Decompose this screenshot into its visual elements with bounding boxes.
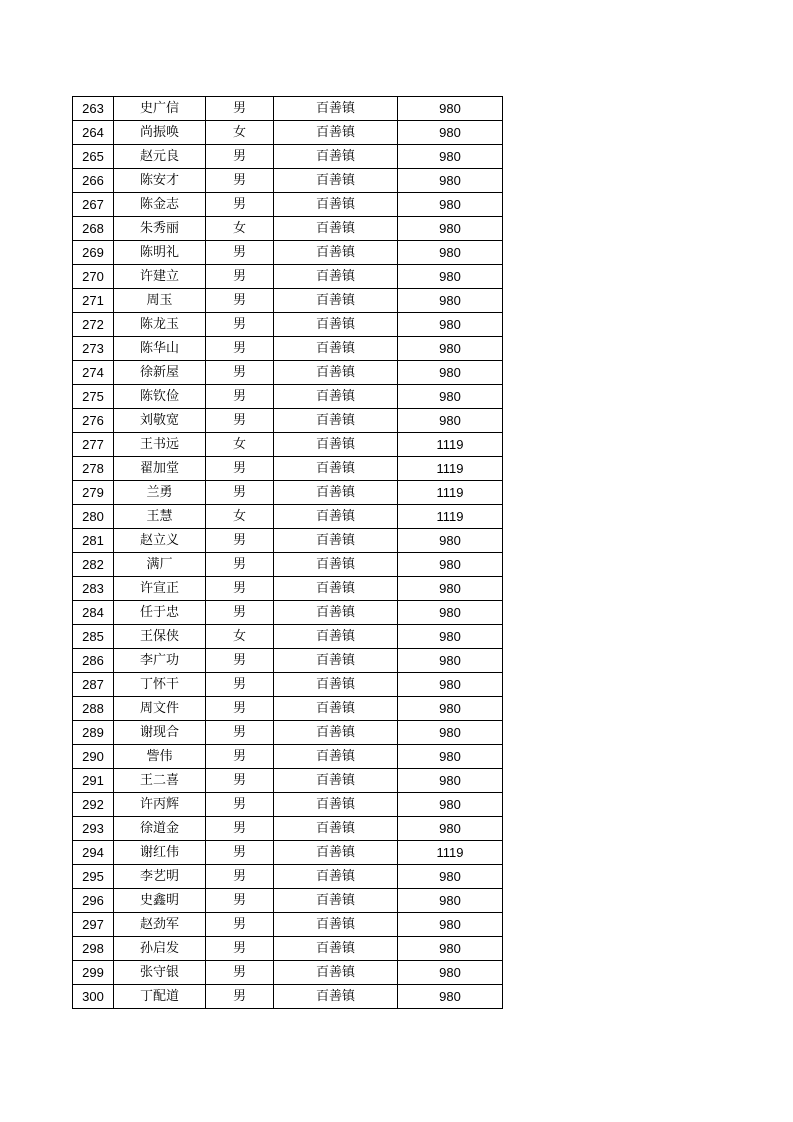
amount-cell: 980 bbox=[398, 337, 503, 361]
table-row bbox=[73, 337, 503, 361]
gender-cell: 男 bbox=[206, 745, 274, 769]
town-cell: 百善镇 bbox=[274, 169, 398, 193]
town-cell: 百善镇 bbox=[274, 289, 398, 313]
person-name: 陈华山 bbox=[114, 337, 206, 361]
row-number: 290 bbox=[73, 745, 114, 769]
amount-cell: 980 bbox=[398, 793, 503, 817]
row-number: 291 bbox=[73, 769, 114, 793]
gender-cell: 男 bbox=[206, 649, 274, 673]
gender-cell: 男 bbox=[206, 673, 274, 697]
town-cell: 百善镇 bbox=[274, 889, 398, 913]
amount-cell: 1119 bbox=[398, 841, 503, 865]
row-number: 297 bbox=[73, 913, 114, 937]
person-name: 任于忠 bbox=[114, 601, 206, 625]
gender-cell: 男 bbox=[206, 457, 274, 481]
row-number: 278 bbox=[73, 457, 114, 481]
amount-cell: 980 bbox=[398, 289, 503, 313]
town-cell: 百善镇 bbox=[274, 217, 398, 241]
table-row bbox=[73, 769, 503, 793]
row-number: 266 bbox=[73, 169, 114, 193]
table-row bbox=[73, 457, 503, 481]
row-number: 272 bbox=[73, 313, 114, 337]
row-number: 298 bbox=[73, 937, 114, 961]
table-row bbox=[73, 361, 503, 385]
gender-cell: 男 bbox=[206, 769, 274, 793]
row-number: 271 bbox=[73, 289, 114, 313]
gender-cell: 女 bbox=[206, 121, 274, 145]
gender-cell: 男 bbox=[206, 337, 274, 361]
gender-cell: 男 bbox=[206, 361, 274, 385]
table-row bbox=[73, 913, 503, 937]
person-name: 王书远 bbox=[114, 433, 206, 457]
amount-cell: 980 bbox=[398, 265, 503, 289]
person-name: 赵劲军 bbox=[114, 913, 206, 937]
gender-cell: 男 bbox=[206, 889, 274, 913]
amount-cell: 980 bbox=[398, 97, 503, 121]
row-number: 281 bbox=[73, 529, 114, 553]
town-cell: 百善镇 bbox=[274, 697, 398, 721]
table-row bbox=[73, 529, 503, 553]
town-cell: 百善镇 bbox=[274, 913, 398, 937]
row-number: 263 bbox=[73, 97, 114, 121]
row-number: 286 bbox=[73, 649, 114, 673]
town-cell: 百善镇 bbox=[274, 121, 398, 145]
row-number: 267 bbox=[73, 193, 114, 217]
amount-cell: 980 bbox=[398, 217, 503, 241]
person-name: 兰勇 bbox=[114, 481, 206, 505]
person-name: 陈金志 bbox=[114, 193, 206, 217]
table-row bbox=[73, 289, 503, 313]
amount-cell: 980 bbox=[398, 889, 503, 913]
amount-cell: 980 bbox=[398, 721, 503, 745]
town-cell: 百善镇 bbox=[274, 97, 398, 121]
amount-cell: 980 bbox=[398, 625, 503, 649]
person-name: 陈钦俭 bbox=[114, 385, 206, 409]
person-name: 丁怀干 bbox=[114, 673, 206, 697]
person-name: 王二喜 bbox=[114, 769, 206, 793]
gender-cell: 男 bbox=[206, 697, 274, 721]
amount-cell: 980 bbox=[398, 601, 503, 625]
gender-cell: 男 bbox=[206, 193, 274, 217]
person-name: 陈明礼 bbox=[114, 241, 206, 265]
table-row bbox=[73, 385, 503, 409]
town-cell: 百善镇 bbox=[274, 457, 398, 481]
person-name: 孙启发 bbox=[114, 937, 206, 961]
person-name: 李广功 bbox=[114, 649, 206, 673]
row-number: 273 bbox=[73, 337, 114, 361]
person-name: 刘敬宽 bbox=[114, 409, 206, 433]
table-row bbox=[73, 121, 503, 145]
amount-cell: 1119 bbox=[398, 481, 503, 505]
amount-cell: 980 bbox=[398, 361, 503, 385]
person-name: 徐道金 bbox=[114, 817, 206, 841]
town-cell: 百善镇 bbox=[274, 745, 398, 769]
table-row bbox=[73, 313, 503, 337]
table-row bbox=[73, 649, 503, 673]
gender-cell: 男 bbox=[206, 385, 274, 409]
amount-cell: 980 bbox=[398, 169, 503, 193]
row-number: 265 bbox=[73, 145, 114, 169]
row-number: 280 bbox=[73, 505, 114, 529]
town-cell: 百善镇 bbox=[274, 961, 398, 985]
amount-cell: 980 bbox=[398, 529, 503, 553]
person-name: 尚振唤 bbox=[114, 121, 206, 145]
amount-cell: 980 bbox=[398, 673, 503, 697]
table-row bbox=[73, 505, 503, 529]
person-name: 李艺明 bbox=[114, 865, 206, 889]
person-name: 许建立 bbox=[114, 265, 206, 289]
amount-cell: 980 bbox=[398, 145, 503, 169]
town-cell: 百善镇 bbox=[274, 793, 398, 817]
table-row bbox=[73, 817, 503, 841]
gender-cell: 男 bbox=[206, 817, 274, 841]
gender-cell: 男 bbox=[206, 169, 274, 193]
table-row bbox=[73, 673, 503, 697]
gender-cell: 男 bbox=[206, 985, 274, 1009]
town-cell: 百善镇 bbox=[274, 385, 398, 409]
table-row bbox=[73, 97, 503, 121]
gender-cell: 男 bbox=[206, 145, 274, 169]
person-name: 朱秀丽 bbox=[114, 217, 206, 241]
person-name: 赵立义 bbox=[114, 529, 206, 553]
person-name: 周玉 bbox=[114, 289, 206, 313]
person-name: 谢现合 bbox=[114, 721, 206, 745]
town-cell: 百善镇 bbox=[274, 673, 398, 697]
gender-cell: 女 bbox=[206, 505, 274, 529]
table-row bbox=[73, 265, 503, 289]
town-cell: 百善镇 bbox=[274, 265, 398, 289]
amount-cell: 980 bbox=[398, 313, 503, 337]
amount-cell: 980 bbox=[398, 697, 503, 721]
gender-cell: 男 bbox=[206, 409, 274, 433]
gender-cell: 女 bbox=[206, 217, 274, 241]
table-row bbox=[73, 745, 503, 769]
amount-cell: 980 bbox=[398, 409, 503, 433]
person-name: 陈龙玉 bbox=[114, 313, 206, 337]
gender-cell: 男 bbox=[206, 793, 274, 817]
roster-table bbox=[72, 96, 503, 1009]
person-name: 王慧 bbox=[114, 505, 206, 529]
gender-cell: 男 bbox=[206, 241, 274, 265]
row-number: 287 bbox=[73, 673, 114, 697]
town-cell: 百善镇 bbox=[274, 577, 398, 601]
gender-cell: 男 bbox=[206, 97, 274, 121]
person-name: 訾伟 bbox=[114, 745, 206, 769]
amount-cell: 980 bbox=[398, 937, 503, 961]
row-number: 284 bbox=[73, 601, 114, 625]
table-row bbox=[73, 721, 503, 745]
amount-cell: 980 bbox=[398, 241, 503, 265]
gender-cell: 女 bbox=[206, 433, 274, 457]
person-name: 王保侠 bbox=[114, 625, 206, 649]
town-cell: 百善镇 bbox=[274, 817, 398, 841]
gender-cell: 男 bbox=[206, 601, 274, 625]
row-number: 293 bbox=[73, 817, 114, 841]
gender-cell: 男 bbox=[206, 481, 274, 505]
row-number: 270 bbox=[73, 265, 114, 289]
row-number: 269 bbox=[73, 241, 114, 265]
row-number: 295 bbox=[73, 865, 114, 889]
town-cell: 百善镇 bbox=[274, 553, 398, 577]
amount-cell: 1119 bbox=[398, 505, 503, 529]
gender-cell: 男 bbox=[206, 289, 274, 313]
town-cell: 百善镇 bbox=[274, 937, 398, 961]
table-row bbox=[73, 577, 503, 601]
town-cell: 百善镇 bbox=[274, 505, 398, 529]
gender-cell: 男 bbox=[206, 313, 274, 337]
table-row bbox=[73, 481, 503, 505]
row-number: 275 bbox=[73, 385, 114, 409]
person-name: 丁配道 bbox=[114, 985, 206, 1009]
person-name: 史广信 bbox=[114, 97, 206, 121]
person-name: 赵元良 bbox=[114, 145, 206, 169]
row-number: 285 bbox=[73, 625, 114, 649]
amount-cell: 980 bbox=[398, 769, 503, 793]
town-cell: 百善镇 bbox=[274, 529, 398, 553]
row-number: 299 bbox=[73, 961, 114, 985]
table-row bbox=[73, 841, 503, 865]
table-row bbox=[73, 793, 503, 817]
person-name: 张守银 bbox=[114, 961, 206, 985]
table-row bbox=[73, 409, 503, 433]
amount-cell: 1119 bbox=[398, 457, 503, 481]
gender-cell: 男 bbox=[206, 865, 274, 889]
amount-cell: 980 bbox=[398, 985, 503, 1009]
row-number: 268 bbox=[73, 217, 114, 241]
row-number: 276 bbox=[73, 409, 114, 433]
gender-cell: 男 bbox=[206, 529, 274, 553]
person-name: 周文件 bbox=[114, 697, 206, 721]
town-cell: 百善镇 bbox=[274, 625, 398, 649]
row-number: 264 bbox=[73, 121, 114, 145]
amount-cell: 980 bbox=[398, 385, 503, 409]
person-name: 满厂 bbox=[114, 553, 206, 577]
row-number: 274 bbox=[73, 361, 114, 385]
table-row bbox=[73, 961, 503, 985]
row-number: 288 bbox=[73, 697, 114, 721]
table-row bbox=[73, 865, 503, 889]
amount-cell: 980 bbox=[398, 961, 503, 985]
row-number: 289 bbox=[73, 721, 114, 745]
town-cell: 百善镇 bbox=[274, 985, 398, 1009]
amount-cell: 980 bbox=[398, 745, 503, 769]
person-name: 许丙辉 bbox=[114, 793, 206, 817]
town-cell: 百善镇 bbox=[274, 433, 398, 457]
town-cell: 百善镇 bbox=[274, 241, 398, 265]
amount-cell: 980 bbox=[398, 913, 503, 937]
table-row bbox=[73, 625, 503, 649]
amount-cell: 980 bbox=[398, 193, 503, 217]
row-number: 294 bbox=[73, 841, 114, 865]
person-name: 陈安才 bbox=[114, 169, 206, 193]
amount-cell: 980 bbox=[398, 817, 503, 841]
amount-cell: 1119 bbox=[398, 433, 503, 457]
table-row bbox=[73, 217, 503, 241]
row-number: 282 bbox=[73, 553, 114, 577]
gender-cell: 男 bbox=[206, 841, 274, 865]
gender-cell: 男 bbox=[206, 937, 274, 961]
person-name: 史鑫明 bbox=[114, 889, 206, 913]
town-cell: 百善镇 bbox=[274, 649, 398, 673]
table-row bbox=[73, 145, 503, 169]
town-cell: 百善镇 bbox=[274, 337, 398, 361]
table-row bbox=[73, 169, 503, 193]
amount-cell: 980 bbox=[398, 649, 503, 673]
gender-cell: 男 bbox=[206, 577, 274, 601]
table-row bbox=[73, 193, 503, 217]
amount-cell: 980 bbox=[398, 577, 503, 601]
person-name: 许宣正 bbox=[114, 577, 206, 601]
town-cell: 百善镇 bbox=[274, 145, 398, 169]
town-cell: 百善镇 bbox=[274, 769, 398, 793]
table-row bbox=[73, 241, 503, 265]
row-number: 277 bbox=[73, 433, 114, 457]
amount-cell: 980 bbox=[398, 121, 503, 145]
town-cell: 百善镇 bbox=[274, 193, 398, 217]
table-row bbox=[73, 985, 503, 1009]
person-name: 翟加堂 bbox=[114, 457, 206, 481]
town-cell: 百善镇 bbox=[274, 601, 398, 625]
amount-cell: 980 bbox=[398, 553, 503, 577]
town-cell: 百善镇 bbox=[274, 481, 398, 505]
town-cell: 百善镇 bbox=[274, 313, 398, 337]
table-row bbox=[73, 601, 503, 625]
amount-cell: 980 bbox=[398, 865, 503, 889]
table-row bbox=[73, 889, 503, 913]
table-row bbox=[73, 937, 503, 961]
row-number: 283 bbox=[73, 577, 114, 601]
person-name: 谢红伟 bbox=[114, 841, 206, 865]
town-cell: 百善镇 bbox=[274, 841, 398, 865]
table-row bbox=[73, 553, 503, 577]
gender-cell: 男 bbox=[206, 721, 274, 745]
town-cell: 百善镇 bbox=[274, 361, 398, 385]
roster-table-body bbox=[73, 97, 503, 1009]
row-number: 300 bbox=[73, 985, 114, 1009]
gender-cell: 男 bbox=[206, 265, 274, 289]
gender-cell: 男 bbox=[206, 913, 274, 937]
gender-cell: 男 bbox=[206, 961, 274, 985]
table-row bbox=[73, 433, 503, 457]
town-cell: 百善镇 bbox=[274, 409, 398, 433]
town-cell: 百善镇 bbox=[274, 721, 398, 745]
row-number: 279 bbox=[73, 481, 114, 505]
gender-cell: 男 bbox=[206, 553, 274, 577]
town-cell: 百善镇 bbox=[274, 865, 398, 889]
row-number: 292 bbox=[73, 793, 114, 817]
row-number: 296 bbox=[73, 889, 114, 913]
person-name: 徐新屋 bbox=[114, 361, 206, 385]
gender-cell: 女 bbox=[206, 625, 274, 649]
table-row bbox=[73, 697, 503, 721]
